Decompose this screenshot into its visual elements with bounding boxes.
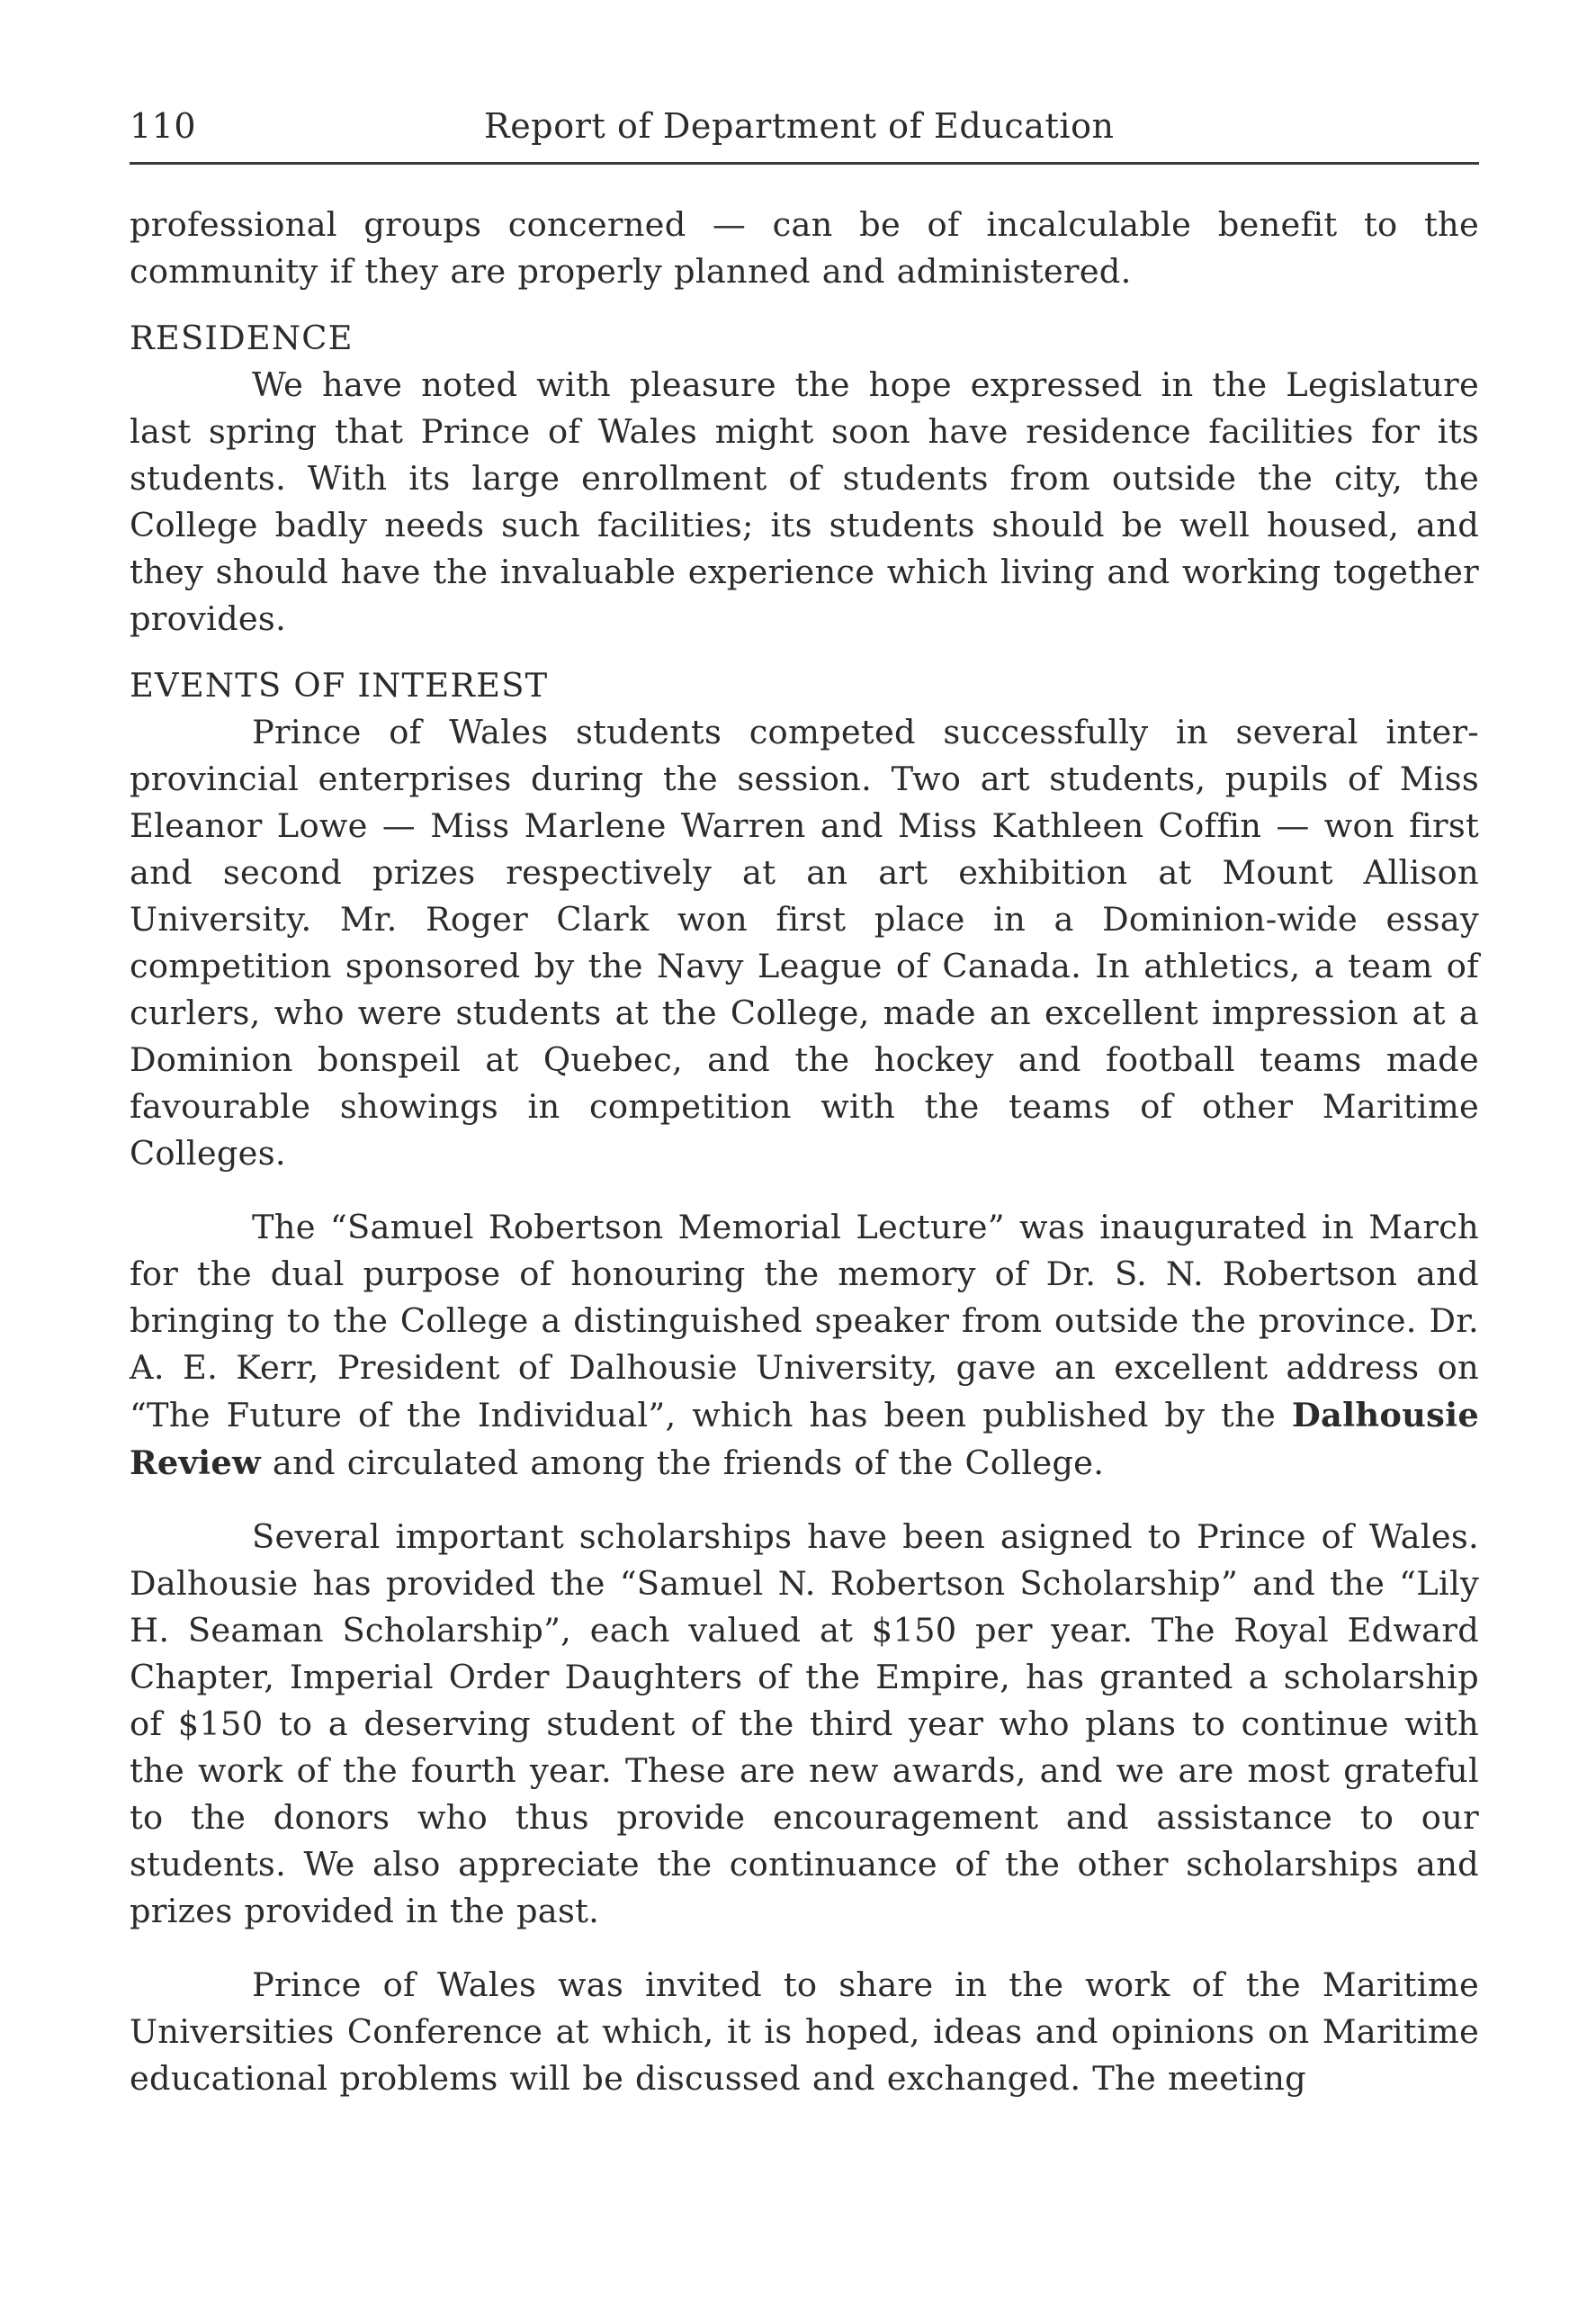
publication-name: Dalhousie Review — [130, 1395, 1479, 1482]
residence-paragraph: We have noted with pleasure the hope expressed in the Legislature last spring that Prince of Wales might soon have residence facilities for its students. With its large enrollment of students from outside the city, the College badly needs such facilities; its students should be well housed, and they should have the invaluable experience which living and working together provides. — [130, 365, 1479, 638]
page-number: 110 — [130, 106, 197, 146]
section-heading-events: EVENTS OF INTEREST — [130, 666, 549, 705]
page-header — [130, 106, 1479, 165]
events-paragraph-lecture — [130, 1204, 1479, 1487]
events-paragraph-scholarships: Several important scholarships have been asigned to Prince of Wales. Dalhousie has provided the “Samuel N. Robertson Scholarship” and the “Lily H. Seaman Scholarship”, each valued at $150 per year. The Royal Edward Chapter, Imperial Order Daughters of the Empire, has granted a scholarship of $150 to a deserving student of the third year who plans to continue with the work of the fourth year. These are new awards, and we are most grateful to the donors who thus provide encouragement and assistance to our students. We also appreciate the continuance of the other scholarships and prizes provided in the past. — [130, 1517, 1479, 1930]
lecture-text-before: The “Samuel Robertson Memorial Lecture” was inaugurated in March for the dual purpose of honouring the memory of Dr. S. N. Robertson and bringing to the College a distinguished speaker from outside the province. Dr. A. E. Kerr, President of Dalhousie University, gave an excellent address on “The Future of the Individual”, which has been published by the — [130, 1208, 1479, 1434]
events-paragraph-competitions: Prince of Wales students competed successfully in several inter-provincial enterprises during the session. Two art students, pupils of Miss Eleanor Lowe — Miss Marlene Warren and Miss Kathleen Coffin — won first and second prizes respectively at an art exhibition at Mount Allison University. Mr. Roger Clark won first place in a Dominion-wide essay competition sponsored by the Navy League of Canada. In athletics, a team of curlers, who were students at the College, made an excellent impression at a Dominion bonspeil at Quebec, and the hockey and football teams made favourable showings in competition with the teams of other Maritime Colleges. — [130, 713, 1479, 1173]
page-body — [130, 202, 1479, 2102]
running-title: Report of Department of Education — [484, 106, 1115, 146]
intro-paragraph: professional groups concerned — can be of incalculable benefit to the community if they are properly planned and administered. — [130, 205, 1479, 291]
section-heading-residence: RESIDENCE — [130, 319, 354, 357]
lecture-text-after: and circulated among the friends of the College. — [272, 1443, 1105, 1482]
events-paragraph-conference: Prince of Wales was invited to share in the work of the Maritime Universities Conference at which, it is hoped, ideas and opinions on Maritime educational problems will be discussed and exchanged. The meeting — [130, 1965, 1479, 2098]
